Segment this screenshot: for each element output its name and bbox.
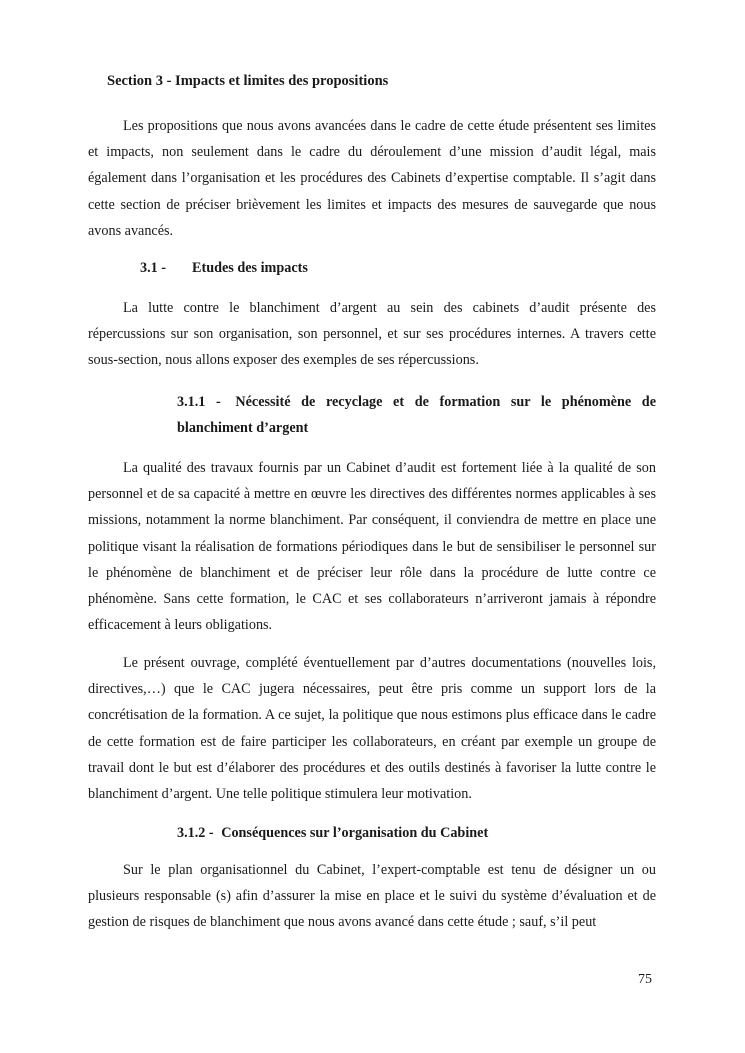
section-heading: Section 3 - Impacts et limites des propositions [107,73,389,89]
subsection-3-1-1-paragraph-1: La qualité des travaux fournis par un Cabinet d’audit est fortement liée à la qualité de son personnel et de sa capacité à mettre en œuvre les directives des différentes normes applicables à ses missions, notamment la norme blanchiment. Par conséquent, il conviendra de mettre en place une politique visant la réalisation de formations périodiques dans le but de sensibiliser le personnel sur le phénomène de blanchiment et de préciser leur rôle dans la procédure de lutte contre ce phénomène. Sans cette formation, le CAC et ses collaborateurs n’arriveront jamais à répondre efficacement à leurs obligations. [88,460,656,634]
section-intro-paragraph: Les propositions que nous avons avancées dans le cadre de cette étude présentent ses limites et impacts, non seulement dans le cadre du déroulement d’une mission d’audit légal, mais également dans l’organisation et les procédures des Cabinets d’expertise comptable. Il s’agit dans cette section de préciser brièvement les limites et impacts des mesures de sauvegarde que nous avons avancés. [88,118,656,239]
subsubsection-number: 3.1.2 - [177,825,214,841]
subsection-3-1-1-paragraph-2: Le présent ouvrage, complété éventuellement par d’autres documentations (nouvelles lois, directives,…) que le CAC jugera nécessaires, peut être pris comme un support lors de la concrétisation de la formation. A ce sujet, la politique que nous estimons plus efficace dans le cadre de cette formation est de faire participer les collaborateurs, en créant par exemple un groupe de travail dont le but est d’élaborer des procédures et des outils destinés à favoriser la lutte contre le blanchiment d’argent. Une telle politique stimulera leur motivation. [88,655,656,803]
subsubsection-heading-3-1-1 [177,389,656,441]
subsubsection-number: 3.1.1 - [177,394,221,410]
subsubsection-title: Conséquences sur l’organisation du Cabinet [221,825,489,841]
subsubsection-heading-3-1-2 [177,820,656,846]
subsubsection-title: Nécessité de recyclage et de formation sur le phénomène de blanchiment d’argent [177,394,656,437]
subsection-heading-3-1 [140,260,308,277]
page-number: 75 [638,972,652,987]
subsection-title: Etudes des impacts [192,260,308,276]
subsection-3-1-paragraph: La lutte contre le blanchiment d’argent au sein des cabinets d’audit présente des répercussions sur son organisation, son personnel, et sur ses procédures internes. A travers cette sous-section, nous allons exposer des exemples de ses répercussions. [88,300,656,369]
subsection-3-1-2-paragraph: Sur le plan organisationnel du Cabinet, l’expert-comptable est tenu de désigner un ou plusieurs responsable (s) afin d’assurer la mise en place et le suivi du système d’évaluation et de gestion de risques de blanchiment que nous avons avancé dans cette étude ; sauf, s’il peut [88,862,656,931]
subsection-number: 3.1 - [140,260,167,276]
